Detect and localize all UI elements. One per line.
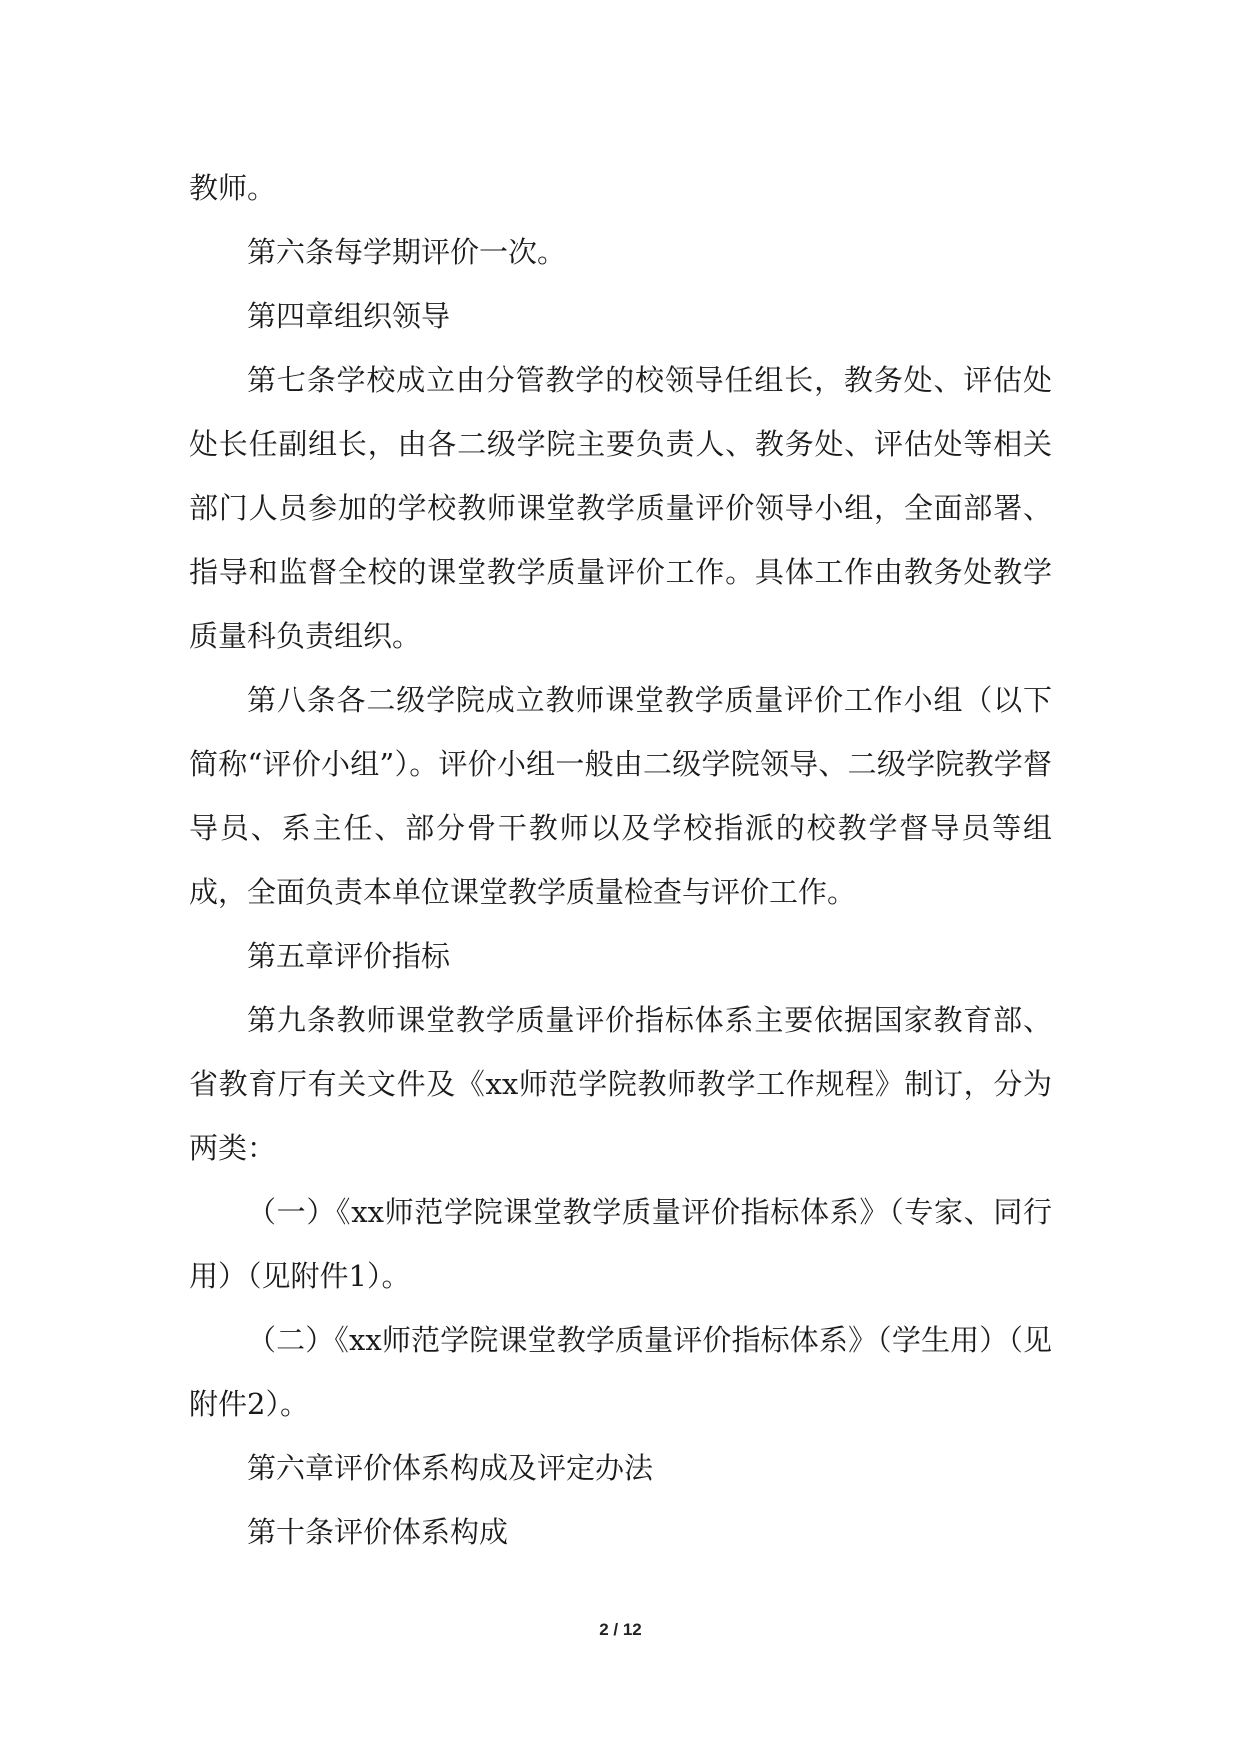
paragraph-item-1: （一）《xx师范学院课堂教学质量评价指标体系》（专家、同行用）（见附件1）。 <box>189 1195 1052 1293</box>
chapter-heading-5: 第五章评价指标 <box>247 939 451 973</box>
chapter-heading-4: 第四章组织领导 <box>247 299 451 333</box>
paragraph-item-2: （二）《xx师范学院课堂教学质量评价指标体系》（学生用）（见附件2）。 <box>189 1323 1052 1421</box>
paragraph-article-7: 第七条学校成立由分管教学的校领导任组长，教务处、评估处处长任副组长，由各二级学院主要负责人、教务处、评估处等相关部门人员参加的学校教师课堂教学质量评价领导小组，全面部署、指导和监督全校的课堂教学质量评价工作。具体工作由教务处教学质量科负责组织。 <box>189 363 1052 653</box>
paragraph-article-9: 第九条教师课堂教学质量评价指标体系主要依据国家教育部、省教育厅有关文件及《xx师范学院教师教学工作规程》制订，分为两类： <box>189 1003 1052 1165</box>
document-body <box>189 156 1052 1564</box>
paragraph-article-8: 第八条各二级学院成立教师课堂教学质量评价工作小组（以下简称“评价小组”）。评价小组一般由二级学院领导、二级学院教学督导员、系主任、部分骨干教师以及学校指派的校教学督导员等组成，全面负责本单位课堂教学质量检查与评价工作。 <box>189 683 1052 909</box>
paragraph-article-10: 第十条评价体系构成 <box>247 1515 509 1549</box>
chapter-heading-6: 第六章评价体系构成及评定办法 <box>247 1451 654 1485</box>
paragraph-2: 第六条每学期评价一次。 <box>247 235 567 269</box>
paragraph-1: 教师。 <box>189 171 277 205</box>
page-number: 2 / 12 <box>599 1620 642 1639</box>
